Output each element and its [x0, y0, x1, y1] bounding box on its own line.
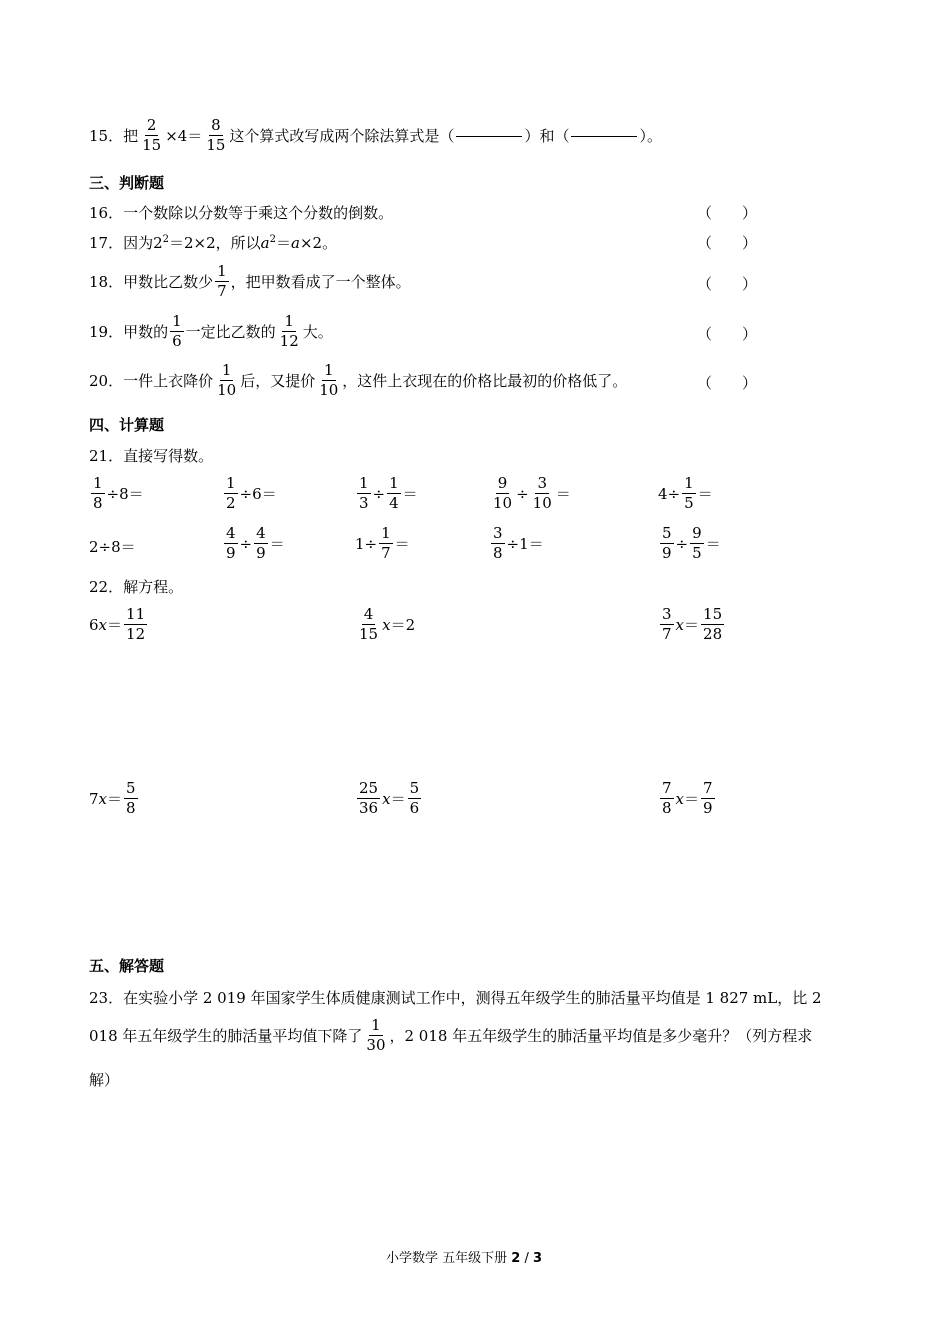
calc-item: $\frac{4}{9}$ ÷ $\frac{4}{9}$ ＝ — [226, 524, 285, 562]
section-heading: 五、解答题 — [89, 957, 165, 975]
calc-item: 1÷ $\frac{1}{7}$ ＝ — [355, 524, 410, 562]
question-17: 17．因为$2^2=2\times 2$，所以$a^2=a\times 2$。 — [89, 234, 338, 252]
question-20: 20．一件上衣降价 $\frac{1}{10}$ 后，又提价 $\frac{1}{10}$ ，这件上衣现在的价格比最初的价格低了。 — [89, 361, 628, 399]
calc-item: $\frac{3}{8}$ ÷1＝ — [493, 524, 544, 562]
question-21-title: 21．直接写得数。 — [89, 447, 214, 465]
question-23-line2: 018 年五年级学生的肺活量平均值下降了 $\frac{1}{30}$ ，2 018 年五年级学生的肺活量平均值是多少毫升？（列方程求 — [89, 1016, 813, 1054]
calc-item: 4÷ $\frac{1}{5}$ ＝ — [658, 474, 713, 512]
equation-item: $\frac{3}{7}$ x ＝ $\frac{15}{28}$ — [662, 605, 723, 643]
answer-parentheses[interactable]: （ ） — [697, 204, 758, 222]
calc-item: $\frac{1}{3}$ ÷ $\frac{1}{4}$ ＝ — [359, 474, 418, 512]
question-18: 18．甲数比乙数少 $\frac{1}{7}$ ，把甲数看成了一个整体。 — [89, 262, 411, 300]
fraction: $\frac{8}{15}$ — [206, 116, 226, 154]
question-19: 19．甲数的 $\frac{1}{6}$ 一定比乙数的 $\frac{1}{12}$ 大。 — [89, 312, 333, 350]
equation-item: $\frac{4}{15}$ x ＝2 — [359, 605, 416, 643]
equation-item: $\frac{25}{36}$ x ＝ $\frac{5}{6}$ — [359, 779, 420, 817]
question-16: 16．一个数除以分数等于乘这个分数的倒数。 — [89, 204, 394, 222]
question-15: 15． 把 $\frac{2}{15}$ ×4＝ $\frac{8}{15}$ 这个算式改写成两个除法算式是（ ）和（ ）。 — [89, 116, 662, 154]
question-22-title: 22．解方程。 — [89, 578, 184, 596]
calc-item: $\frac{1}{2}$ ÷6＝ — [226, 474, 277, 512]
answer-blank[interactable] — [456, 135, 522, 137]
section-heading: 四、计算题 — [89, 416, 165, 434]
answer-parentheses[interactable]: （ ） — [697, 234, 758, 252]
calc-item: $\frac{9}{10}$ ÷ $\frac{3}{10}$ ＝ — [493, 474, 571, 512]
answer-parentheses[interactable]: （ ） — [697, 374, 758, 392]
equation-item: 7 x ＝ $\frac{5}{8}$ — [89, 779, 136, 817]
fraction: $\frac{2}{15}$ — [142, 116, 162, 154]
calc-item: $\frac{5}{9}$ ÷ $\frac{9}{5}$ ＝ — [662, 524, 721, 562]
equation-item: $\frac{7}{8}$ x ＝ $\frac{7}{9}$ — [662, 779, 713, 817]
equation-item: 6 x ＝ $\frac{11}{12}$ — [89, 605, 146, 643]
question-23-line3: 解） — [89, 1071, 120, 1089]
answer-parentheses[interactable]: （ ） — [697, 275, 758, 293]
answer-blank[interactable] — [571, 135, 637, 137]
question-23-line1: 23．在实验小学 2 019 年国家学生体质健康测试工作中，测得五年级学生的肺活量平均值是 1 827 mL，比 2 — [89, 989, 822, 1007]
calc-item: $\frac{1}{8}$ ÷8＝ — [93, 474, 144, 512]
calc-item: 2÷8＝ — [89, 538, 136, 556]
answer-parentheses[interactable]: （ ） — [697, 325, 758, 343]
section-heading: 三、判断题 — [89, 174, 165, 192]
page-footer: 小学数学 五年级下册 2 / 3 — [386, 1251, 543, 1266]
